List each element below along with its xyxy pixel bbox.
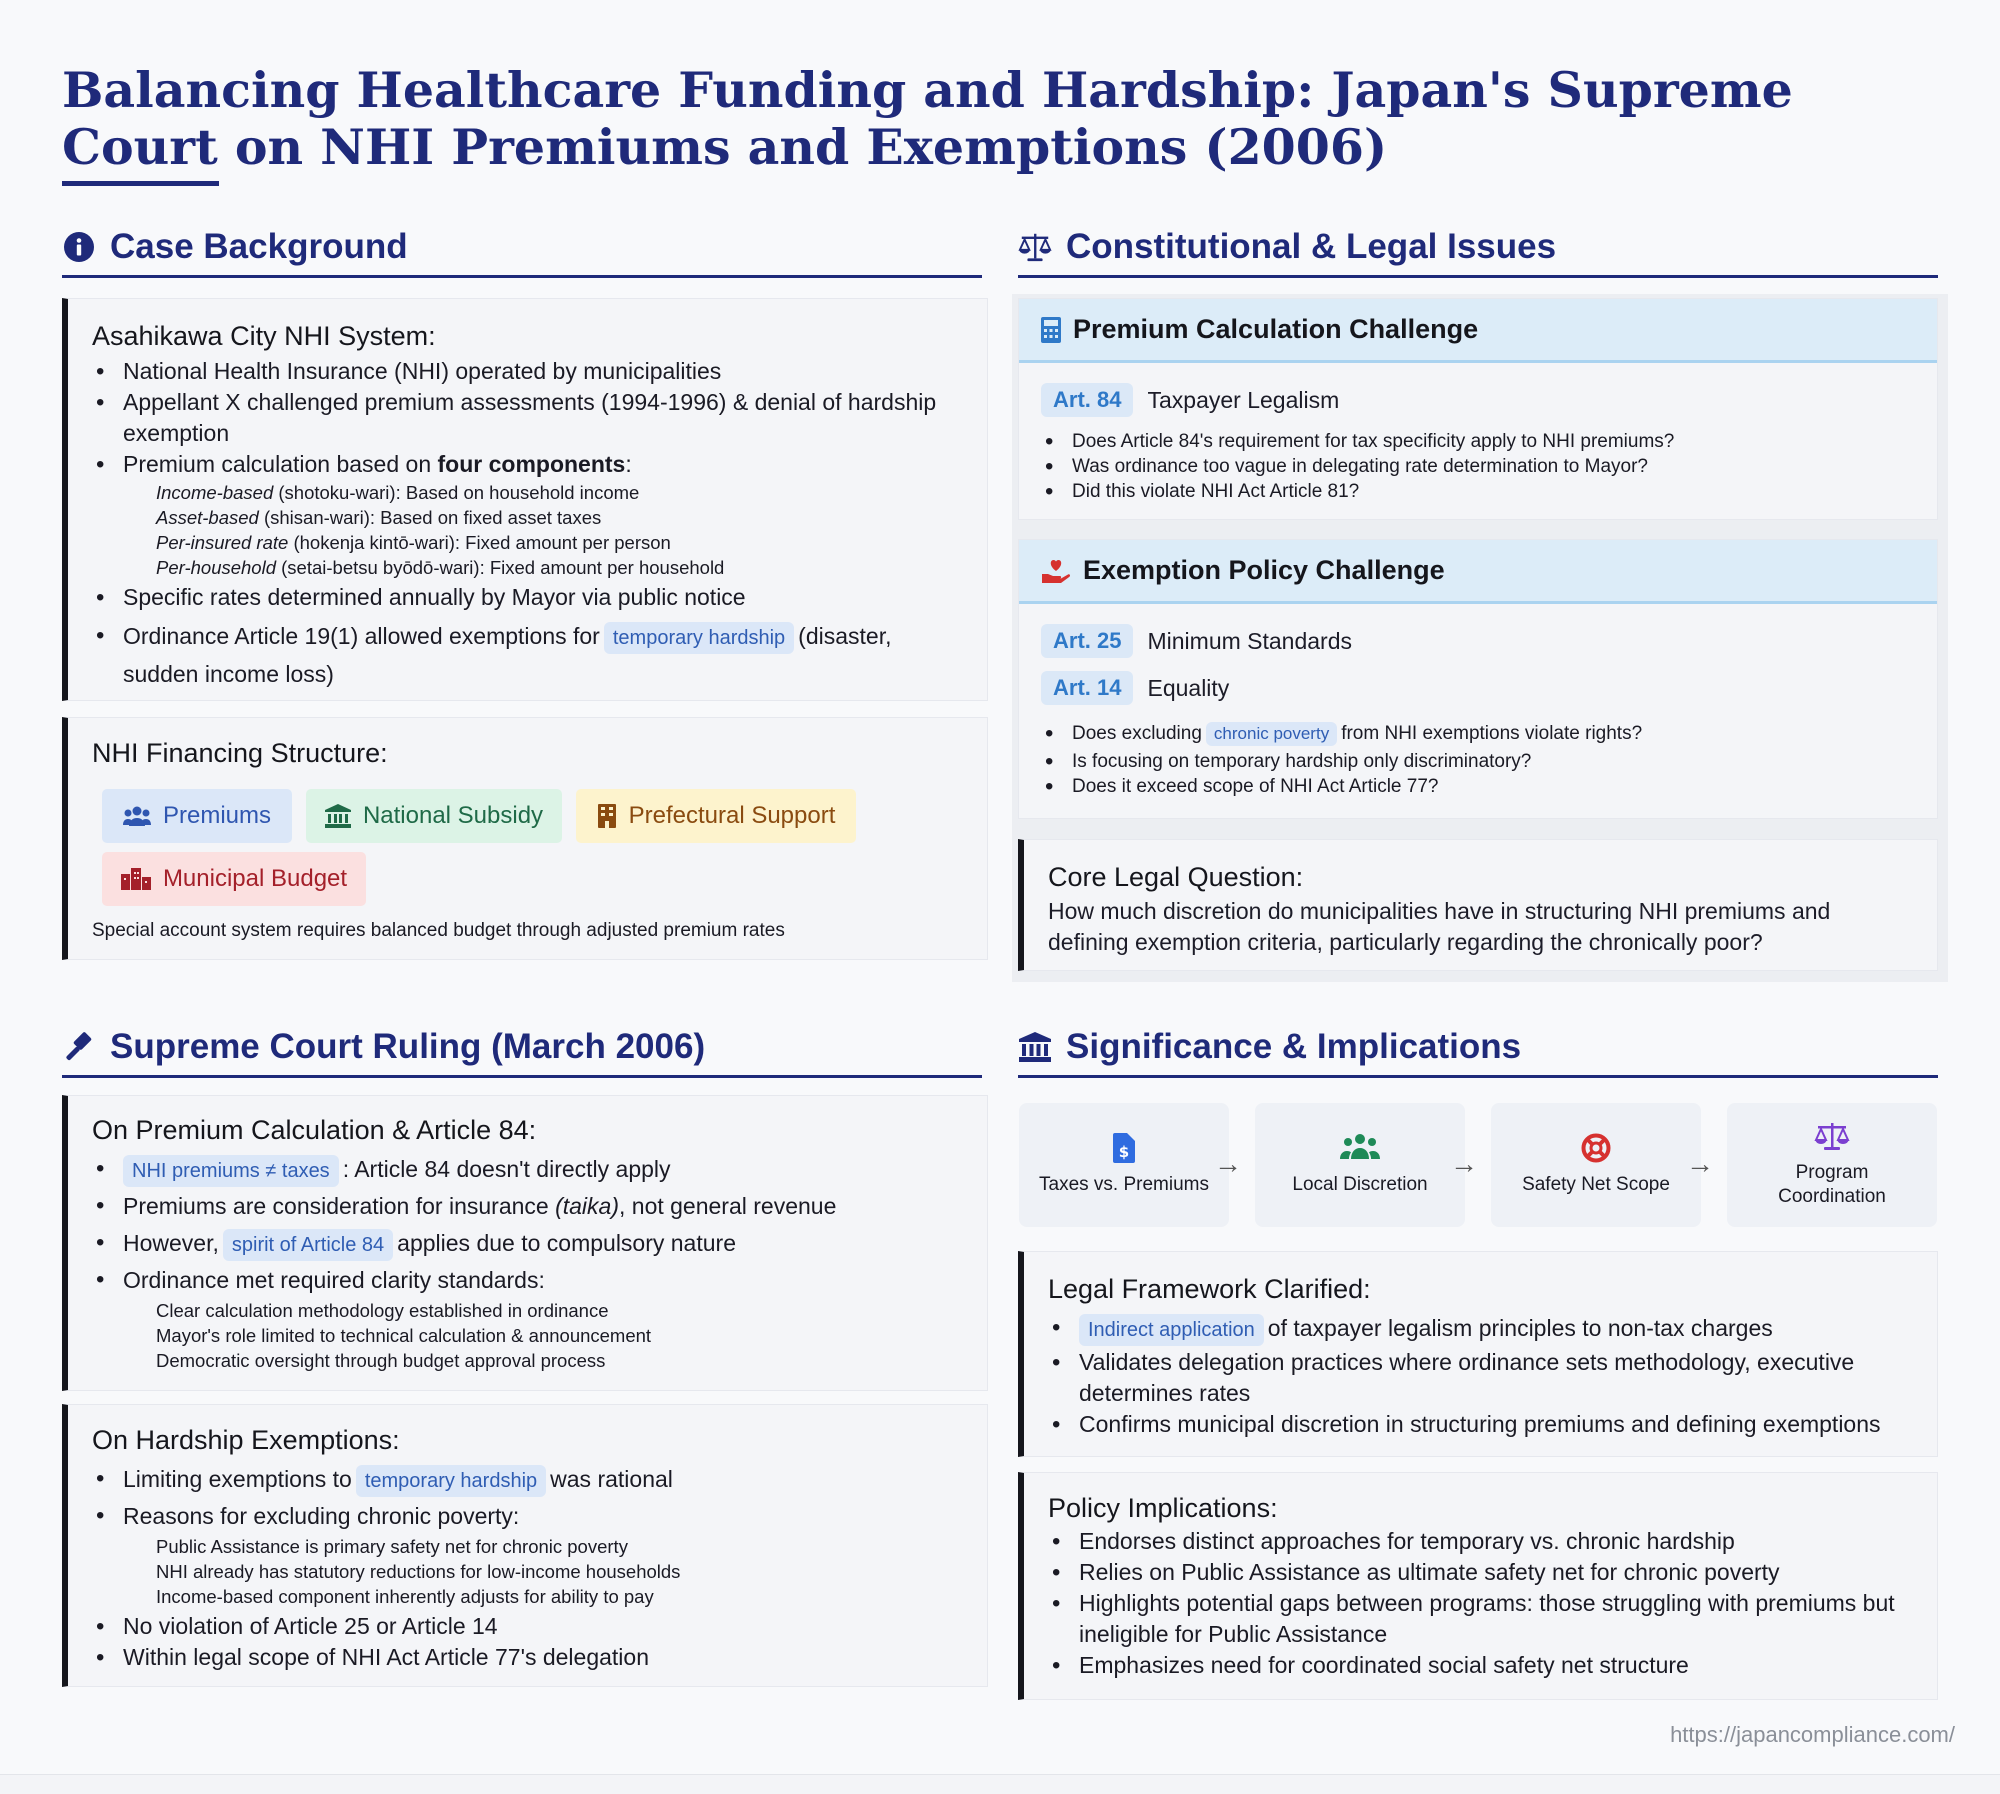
card-title: NHI Financing Structure: [92, 738, 388, 768]
highlight-chip: temporary hardship [356, 1465, 546, 1497]
flow-step-taxes-vs-premiums: $ Taxes vs. Premiums [1019, 1103, 1229, 1227]
arrow-icon: → [1214, 1148, 1242, 1179]
highlight-chip: temporary hardship [604, 622, 794, 654]
list-item: • Endorses distinct approaches for temporary vs. chronic hardship [1048, 1526, 1928, 1557]
list-item: • Was ordinance too vague in delegating rate determination to Mayor? [1041, 454, 1921, 479]
section-title: Constitutional & Legal Issues [1066, 226, 1557, 266]
component-item: Per-household (setai-betsu byōdō-wari): Fixed amount per household [156, 557, 725, 578]
list-item: • NHI premiums ≠ taxes : Article 84 doesn't directly apply [92, 1150, 972, 1188]
list-item: • Ordinance Article 19(1) allowed exemptions for temporary hardship (disaster, sudden income loss) [92, 617, 972, 693]
list-item: • Does Article 84's requirement for tax specificity apply to NHI premiums? [1041, 429, 1921, 454]
section-ruling [62, 1018, 982, 1078]
article-tag: Art. 25 [1041, 624, 1133, 658]
sub-item: Democratic oversight through budget approval process [156, 1350, 606, 1371]
core-question-card [1018, 839, 1938, 971]
list-item: • Premiums are consideration for insurance (taika), not general revenue [92, 1188, 972, 1224]
card-title: On Hardship Exemptions: [92, 1425, 400, 1455]
svg-text:$: $ [1118, 1143, 1130, 1161]
financing-prefectural-support: Prefectural Support [576, 789, 856, 843]
balance-scale-icon [1018, 230, 1052, 264]
list-item: • Indirect application of taxpayer legalism principles to non-tax charges [1048, 1309, 1918, 1347]
component-item: Asset-based (shisan-wari): Based on fixed asset taxes [156, 507, 602, 528]
section-legal-issues [1018, 218, 1938, 278]
component-item: Income-based (shotoku-wari): Based on household income [156, 482, 640, 503]
list-item: • Confirms municipal discretion in structuring premiums and defining exemptions [1048, 1409, 1918, 1440]
sub-item: Mayor's role limited to technical calculation & announcement [156, 1325, 652, 1346]
list-item: • Does excluding chronic poverty from NHI exemptions violate rights? [1041, 718, 1921, 749]
section-significance [1018, 1018, 1938, 1078]
title-underline [62, 181, 219, 186]
info-circle-icon [62, 230, 96, 264]
nhi-system-card [62, 298, 988, 701]
sub-item: Public Assistance is primary safety net for chronic poverty [156, 1536, 628, 1557]
balance-scale-icon [1813, 1121, 1851, 1151]
policy-implications-card [1018, 1472, 1938, 1700]
list-item: • Reasons for excluding chronic poverty: [92, 1498, 972, 1534]
list-item: • Within legal scope of NHI Act Article 77's delegation [92, 1642, 972, 1673]
footer-url[interactable]: https://japancompliance.com/ [1670, 1722, 1955, 1747]
core-question-text: How much discretion do municipalities have in structuring NHI premiums and defining exemption criteria, particularly regarding the chronically poor? [1048, 898, 1831, 955]
component-item: Per-insured rate (hokenja kintō-wari): Fixed amount per person [156, 532, 671, 553]
list-item: • Is focusing on temporary hardship only discriminatory? [1041, 749, 1921, 774]
flow-step-safety-net-scope: Safety Net Scope [1491, 1103, 1701, 1227]
government-building-icon [325, 804, 351, 828]
sub-item: Clear calculation methodology established in ordinance [156, 1300, 609, 1321]
article-row: Art. 84 Taxpayer Legalism [1041, 383, 1339, 417]
exemption-challenge-card [1018, 539, 1938, 819]
list-item: • Specific rates determined annually by Mayor via public notice [92, 582, 972, 613]
list-item: • Validates delegation practices where ordinance sets methodology, executive determines rates [1048, 1347, 1918, 1409]
list-item: • Highlights potential gaps between programs: those struggling with premiums but ineligible for Public Assistance [1048, 1588, 1928, 1650]
section-case-background [62, 218, 982, 278]
premium-ruling-card [62, 1095, 988, 1391]
list-item: • No violation of Article 25 or Article 14 [92, 1611, 972, 1642]
list-item: • Limiting exemptions to temporary hardship was rational [92, 1460, 972, 1498]
government-building-icon [1018, 1030, 1052, 1064]
card-title: On Premium Calculation & Article 84: [92, 1115, 537, 1145]
list-item: • Ordinance met required clarity standards: [92, 1262, 972, 1298]
financing-national-subsidy: National Subsidy [306, 789, 562, 843]
financing-note: Special account system requires balanced budget through adjusted premium rates [92, 920, 785, 941]
financing-card [62, 717, 988, 960]
card-header: Premium Calculation Challenge [1019, 299, 1937, 363]
highlight-chip: chronic poverty [1206, 722, 1337, 746]
sub-item: Income-based component inherently adjusts for ability to pay [156, 1586, 654, 1607]
hand-heart-icon [1041, 558, 1071, 584]
list-item: • Does it exceed scope of NHI Act Article 77? [1041, 774, 1921, 799]
office-building-icon [597, 804, 617, 828]
list-item: • Appellant X challenged premium assessments (1994-1996) & denial of hardship exemption [92, 387, 972, 449]
financing-premiums: Premiums [102, 789, 292, 843]
people-group-icon [1340, 1133, 1380, 1163]
flow-step-program-coordination: Program Coordination [1727, 1103, 1937, 1227]
lifebuoy-icon [1581, 1133, 1611, 1163]
financing-municipal-budget: Municipal Budget [102, 852, 366, 906]
page-title: Balancing Healthcare Funding and Hardship: Japan's Supreme Court on NHI Premiums and Exemptions (2006) [62, 61, 1793, 176]
arrow-icon: → [1686, 1148, 1714, 1179]
list-item: • Premium calculation based on four components: [92, 449, 972, 480]
hardship-ruling-card [62, 1404, 988, 1687]
list-item: • Emphasizes need for coordinated social safety net structure [1048, 1650, 1928, 1681]
article-tag: Art. 14 [1041, 671, 1133, 705]
gavel-icon [62, 1030, 96, 1064]
dollar-document-icon [1113, 1133, 1135, 1163]
card-header: Exemption Policy Challenge [1019, 540, 1937, 604]
flow-step-local-discretion: Local Discretion [1255, 1103, 1465, 1227]
legal-framework-card [1018, 1251, 1938, 1457]
section-title: Case Background [110, 226, 408, 266]
article-tag: Art. 84 [1041, 383, 1133, 417]
list-item: • National Health Insurance (NHI) operated by municipalities [92, 356, 972, 387]
premium-challenge-card [1018, 298, 1938, 520]
card-title: Core Legal Question: [1048, 862, 1304, 892]
calculator-icon [1041, 317, 1061, 343]
section-title: Significance & Implications [1066, 1026, 1522, 1066]
city-icon [121, 868, 151, 890]
arrow-icon: → [1450, 1148, 1478, 1179]
section-title: Supreme Court Ruling (March 2006) [110, 1026, 706, 1066]
users-icon [123, 805, 151, 827]
list-item: • Relies on Public Assistance as ultimate safety net for chronic poverty [1048, 1557, 1928, 1588]
card-title: Asahikawa City NHI System: [92, 321, 436, 351]
highlight-chip: spirit of Article 84 [223, 1229, 393, 1261]
card-title: Policy Implications: [1048, 1493, 1278, 1523]
article-row: Art. 14 Equality [1041, 671, 1229, 705]
article-row: Art. 25 Minimum Standards [1041, 624, 1352, 658]
list-item: • Did this violate NHI Act Article 81? [1041, 479, 1921, 504]
highlight-chip: Indirect application [1079, 1314, 1264, 1346]
card-title: Legal Framework Clarified: [1048, 1274, 1371, 1304]
list-item: • However, spirit of Article 84 applies due to compulsory nature [92, 1224, 972, 1262]
highlight-chip: NHI premiums ≠ taxes [123, 1155, 339, 1187]
sub-item: NHI already has statutory reductions for low-income households [156, 1561, 681, 1582]
